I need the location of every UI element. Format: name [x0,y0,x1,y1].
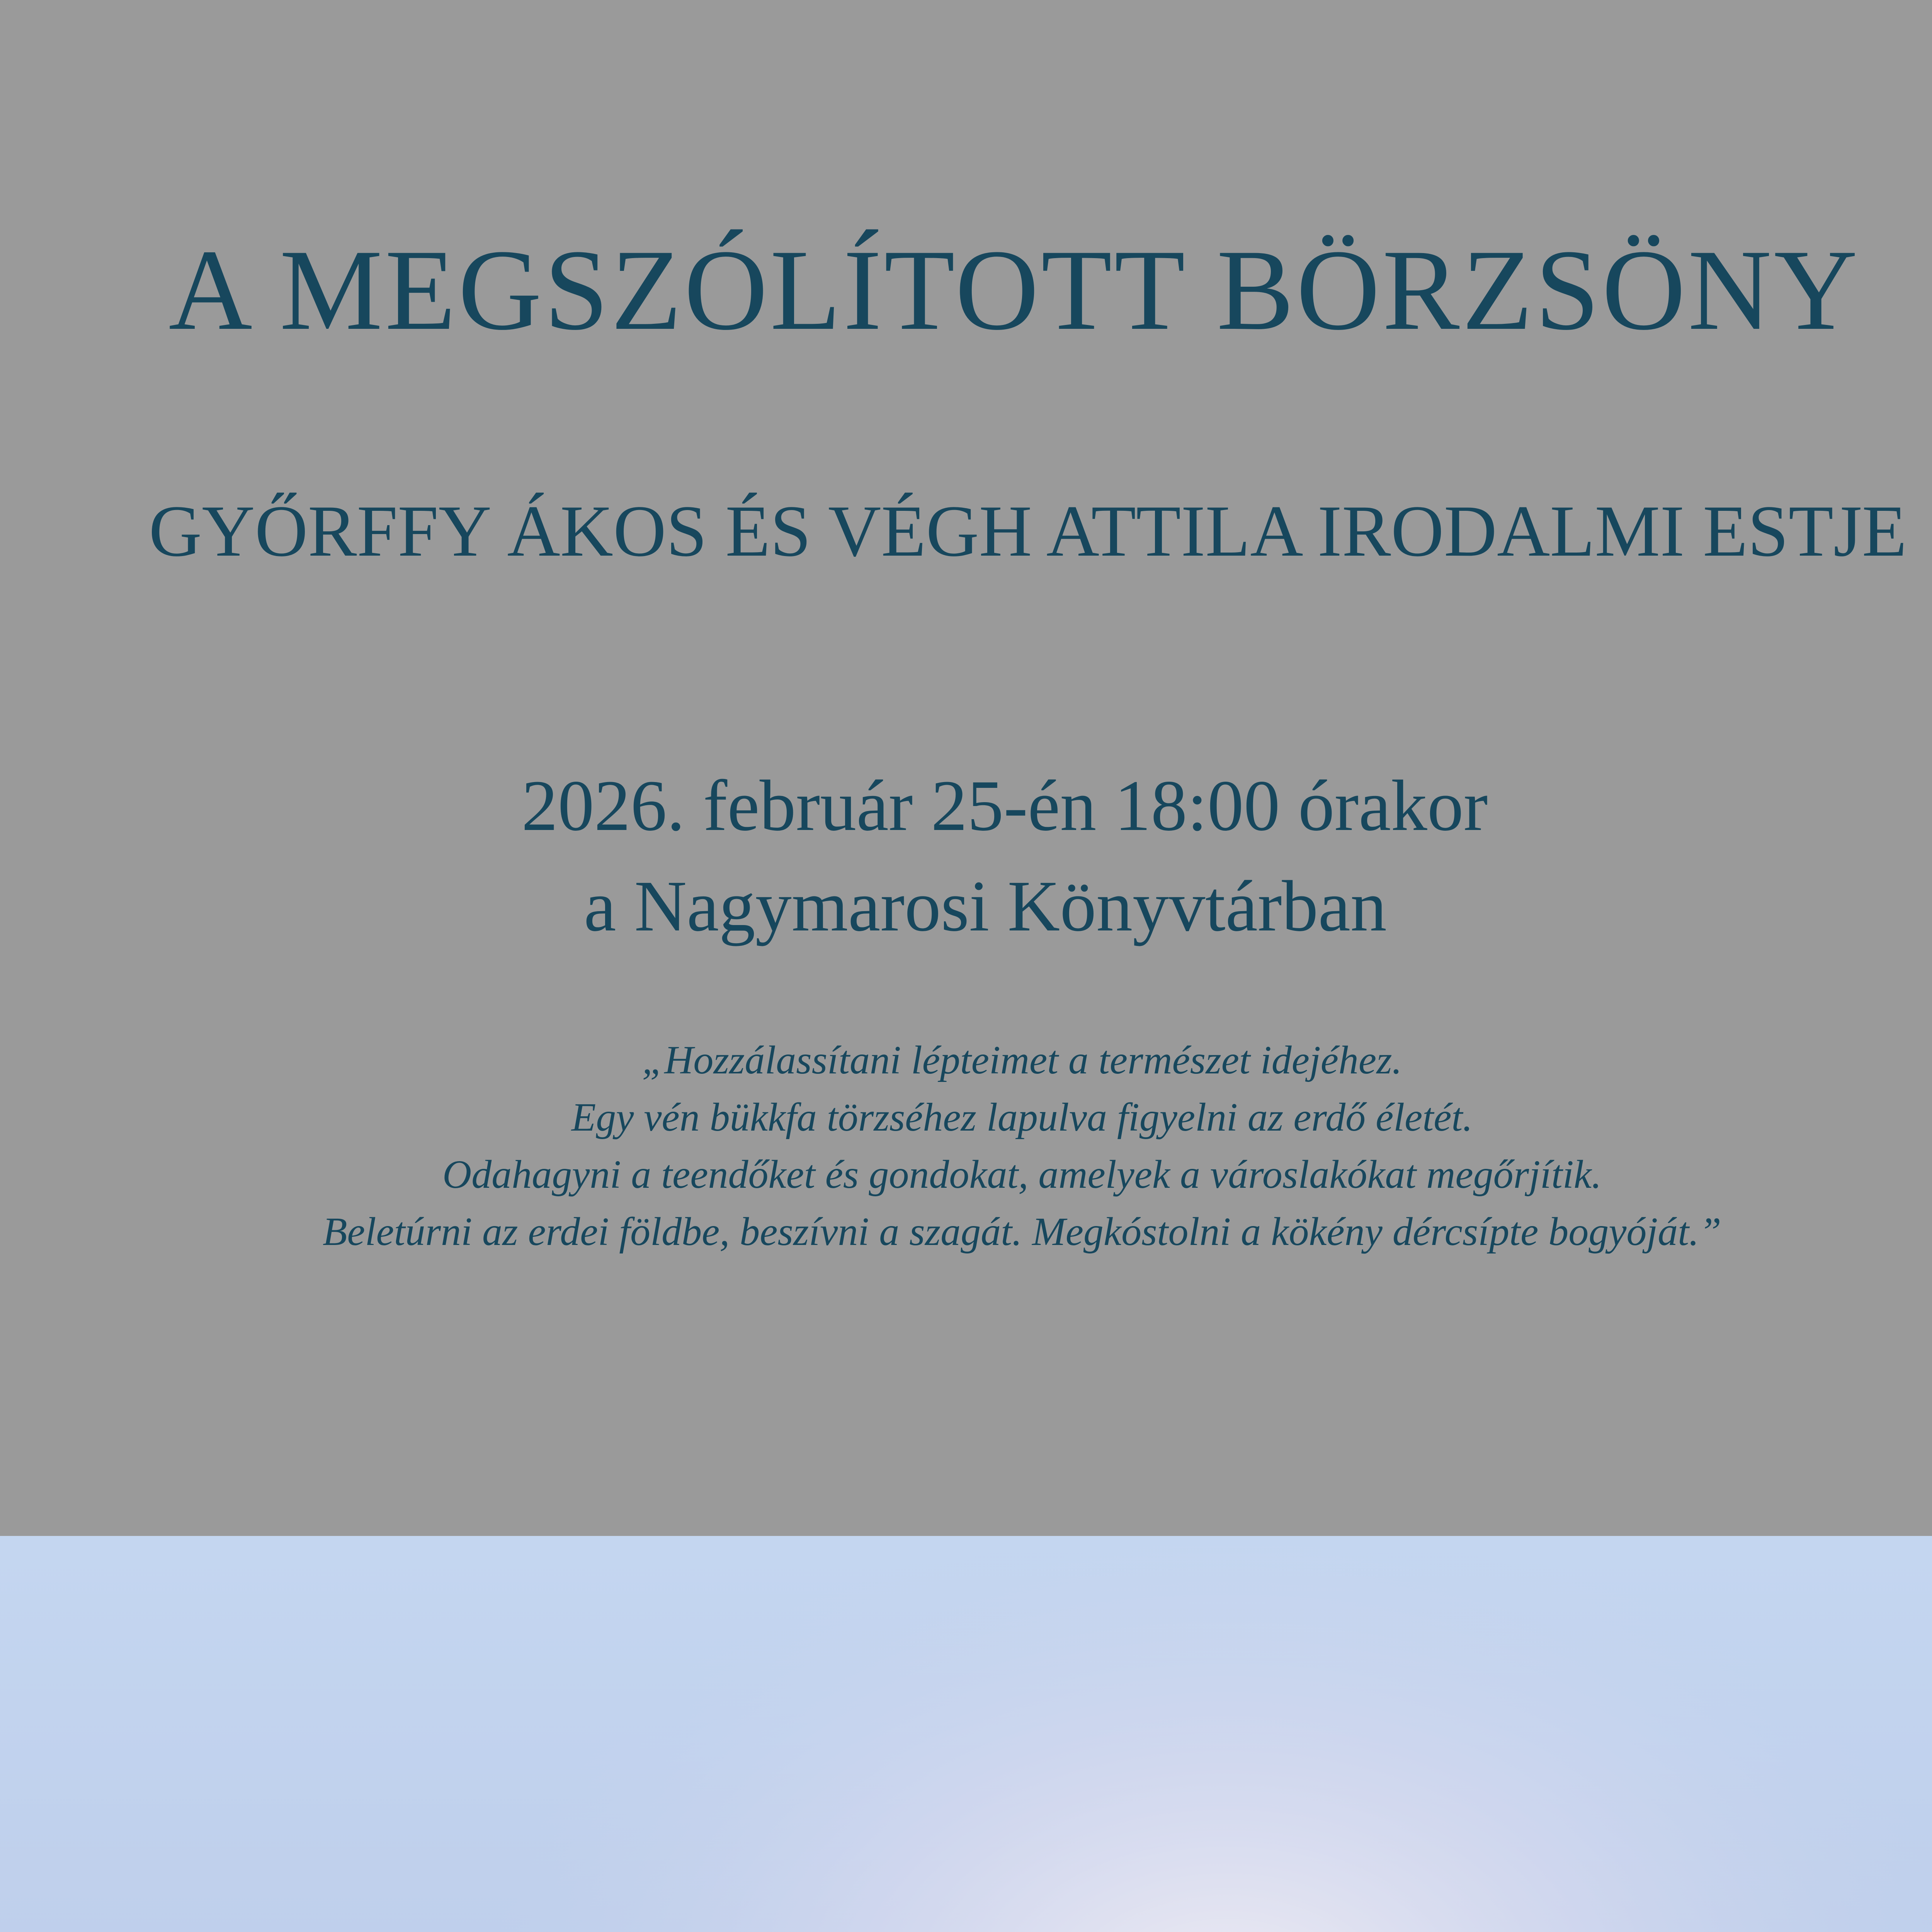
event-date-time: 2026. február 25-én 18:00 órakor [521,765,1488,846]
frosted-forest-photo [0,1536,1932,1932]
forest-landscape-image [0,1536,1932,1932]
event-venue: a Nagymarosi Könyvtárban [584,866,1387,946]
quote-line: Egy vén bükkfa törzséhez lapulva figyelni az erdő életét. [571,1095,1473,1139]
quote-line: Beletúrni az erdei földbe, beszívni a szagát. Megkóstolni a kökény dércsípte bogyóját.” [322,1209,1722,1254]
poster-title: A MEGSZÓLÍTOTT BÖRZSÖNY [168,226,1860,354]
quote-line: Odahagyni a teendőket és gondokat, amelyek a városlakókat megőrjítik. [442,1152,1602,1197]
poster-subtitle: GYŐRFFY ÁKOS ÉS VÉGH ATTILA IRODALMI ESTJE [149,491,1907,572]
quote-block [0,1032,1932,1260]
quote-line: „Hozzálassítani lépteimet a természet idejéhez. [642,1038,1402,1082]
